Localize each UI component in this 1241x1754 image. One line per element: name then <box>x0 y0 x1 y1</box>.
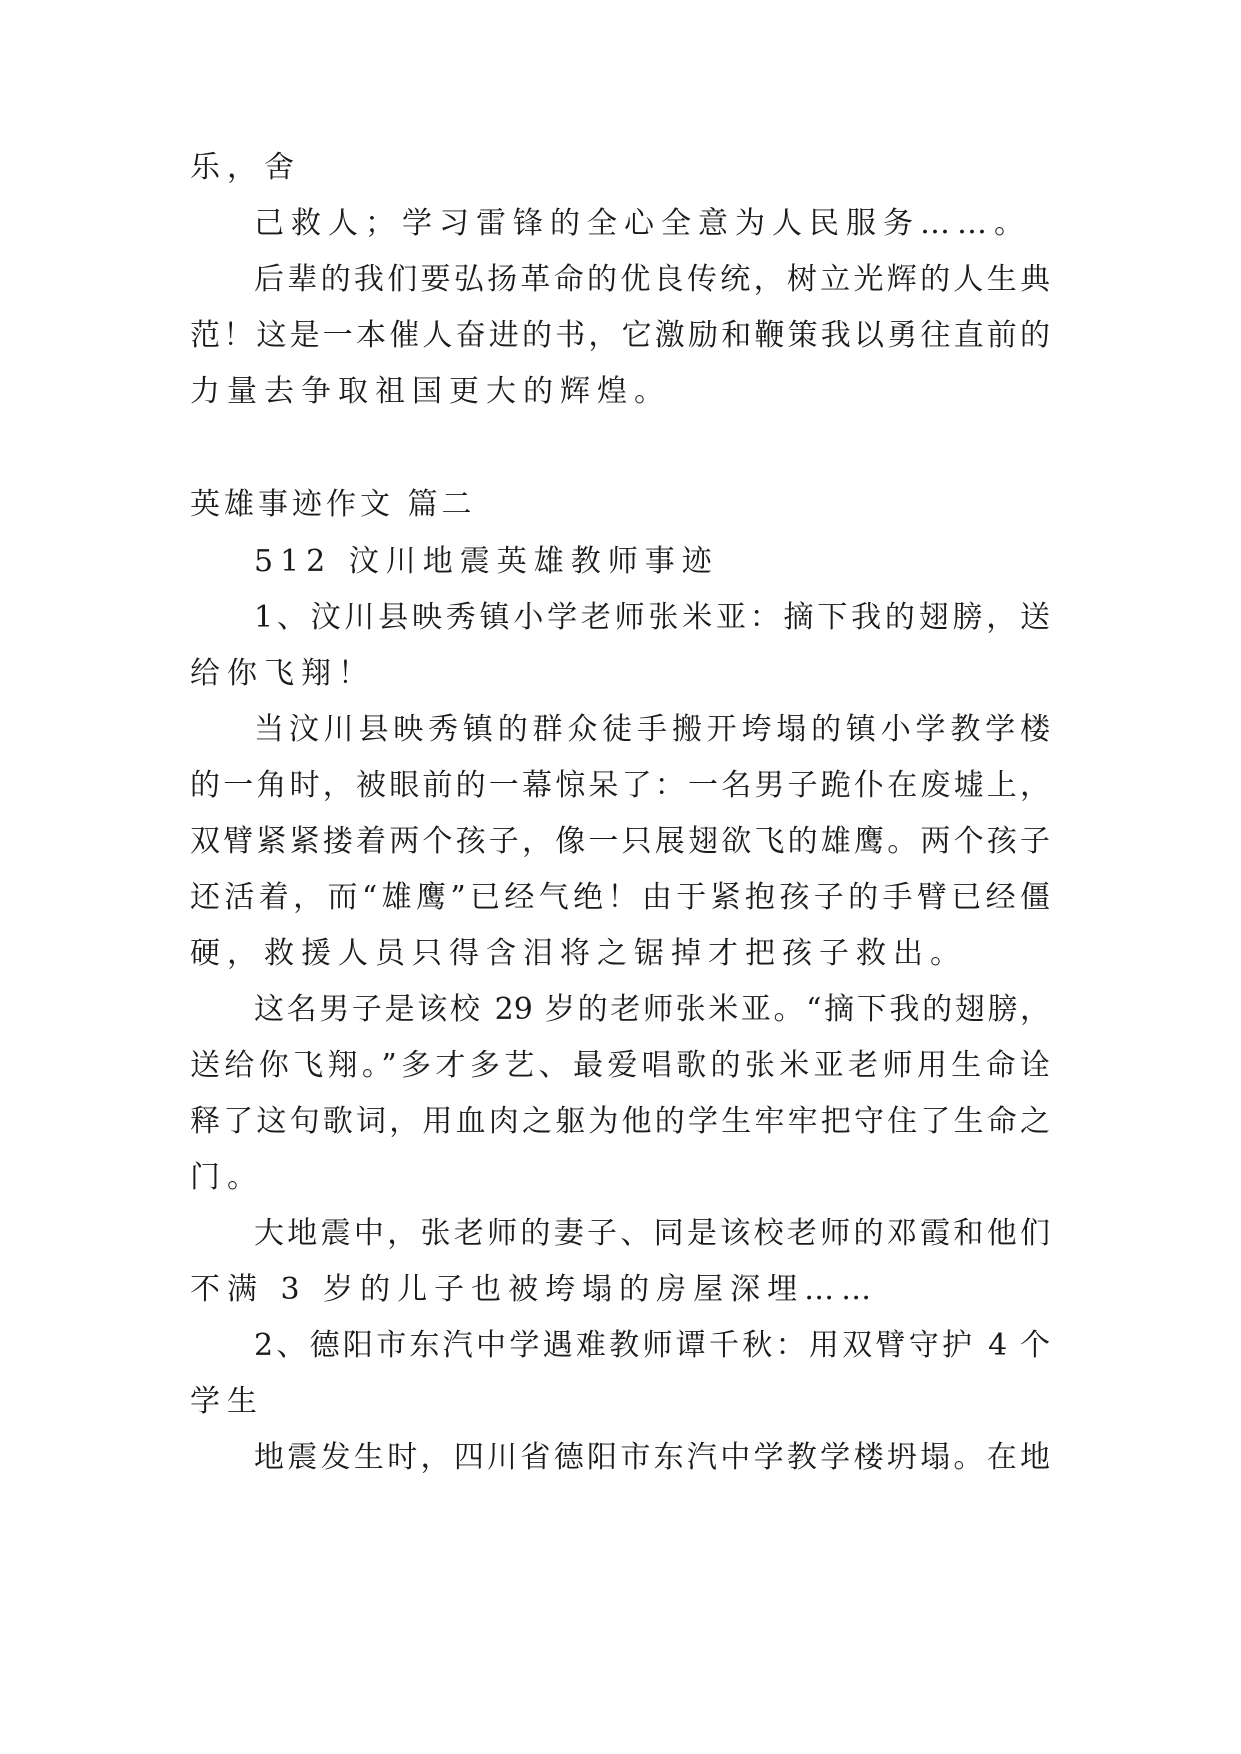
text-line: 送给你飞翔。”多才多艺、最爱唱歌的张米亚老师用生命诠 <box>190 1048 1050 1083</box>
subheading: 2、德阳市东汽中学遇难教师谭千秋：用双臂守护 4 个 <box>254 1328 1050 1363</box>
text-line: 硬，救援人员只得含泪将之锯掉才把孩子救出。 <box>190 936 967 971</box>
subheading: 1、汶川县映秀镇小学老师张米亚：摘下我的翅膀，送 <box>254 600 1050 635</box>
text-line: 的一角时，被眼前的一幕惊呆了：一名男子跪仆在废墟上， <box>190 768 1050 803</box>
subheading: 学生 <box>190 1384 264 1419</box>
text-line: 己救人；学习雷锋的全心全意为人民服务……。 <box>254 206 1031 241</box>
text-line: 还活着，而“雄鹰”已经气绝！由于紧抱孩子的手臂已经僵 <box>190 880 1050 915</box>
article-title: 512 汶川地震英雄教师事迹 <box>254 544 719 579</box>
text-line: 这名男子是该校 29 岁的老师张米亚。“摘下我的翅膀， <box>254 992 1050 1027</box>
text-line: 范！这是一本催人奋进的书，它激励和鞭策我以勇往直前的 <box>190 318 1050 353</box>
text-line: 不满 3 岁的儿子也被垮塌的房屋深埋…… <box>190 1272 879 1307</box>
text-line: 门。 <box>190 1160 264 1195</box>
text-line: 力量去争取祖国更大的辉煌。 <box>190 374 671 409</box>
text-line: 地震发生时，四川省德阳市东汽中学教学楼坍塌。在地 <box>254 1440 1050 1475</box>
text-line: 大地震中，张老师的妻子、同是该校老师的邓霞和他们 <box>254 1216 1050 1251</box>
subheading: 给你飞翔！ <box>190 656 375 691</box>
text-line: 后辈的我们要弘扬革命的优良传统，树立光辉的人生典 <box>254 262 1050 297</box>
section-heading: 英雄事迹作文 篇二 <box>190 487 476 522</box>
text-line: 释了这句歌词，用血肉之躯为他的学生牢牢把守住了生命之 <box>190 1104 1050 1139</box>
text-line: 当汶川县映秀镇的群众徒手搬开垮塌的镇小学教学楼 <box>254 712 1050 747</box>
text-line: 乐，舍 <box>190 150 301 185</box>
text-line: 双臂紧紧搂着两个孩子，像一只展翅欲飞的雄鹰。两个孩子 <box>190 824 1050 859</box>
